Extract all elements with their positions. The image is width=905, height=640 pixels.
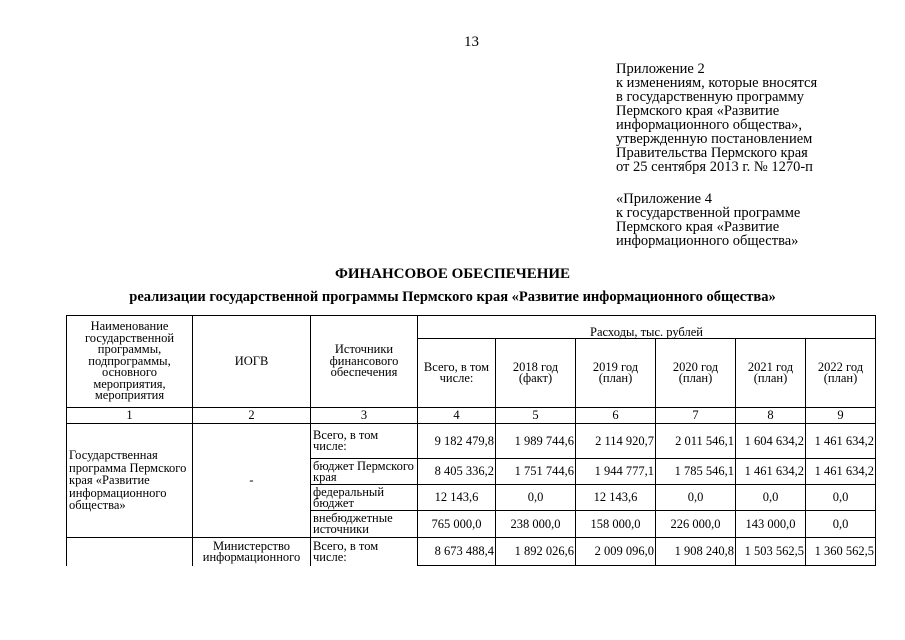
program-iogv: -: [193, 424, 311, 538]
value-2020: 1 785 546,1: [656, 459, 736, 485]
appendix-2-line: Правительства Пермского края: [616, 145, 808, 161]
value-2020: 1 908 240,8: [656, 538, 736, 566]
column-number: 8: [736, 408, 806, 424]
value-2018: 1 989 744,6: [496, 424, 576, 459]
funding-source: внебюджетные источники: [311, 511, 418, 538]
appendix-4-line: информационного общества»: [616, 233, 799, 249]
value-2022: 0,0: [806, 511, 876, 538]
header-year-2022: 2022 год (план): [806, 339, 876, 408]
value-2021: 1 461 634,2: [736, 459, 806, 485]
column-number: 9: [806, 408, 876, 424]
header-total: Всего, в том числе:: [418, 339, 496, 408]
value-2020: 2 011 546,1: [656, 424, 736, 459]
value-2018: 238 000,0: [496, 511, 576, 538]
value-2019: 1 944 777,1: [576, 459, 656, 485]
value-2019: 12 143,6: [576, 485, 656, 511]
value-2019: 2 009 096,0: [576, 538, 656, 566]
appendix-2-line: от 25 сентября 2013 г. № 1270-п: [616, 159, 813, 175]
value-2022: 1 461 634,2: [806, 424, 876, 459]
document-title: ФИНАНСОВОЕ ОБЕСПЕЧЕНИЕ: [334, 266, 571, 282]
value-2021: 143 000,0: [736, 511, 806, 538]
column-number: 4: [418, 408, 496, 424]
appendix-2-line: Пермского края «Развитие: [616, 103, 780, 119]
financing-table: [66, 315, 876, 566]
value-2020: 0,0: [656, 485, 736, 511]
appendix-4-line: к государственной программе: [616, 205, 801, 221]
value-2019: 2 114 920,7: [576, 424, 656, 459]
column-number: 7: [656, 408, 736, 424]
value-2021: 1 604 634,2: [736, 424, 806, 459]
funding-source: бюджет Пермского края: [311, 459, 418, 485]
header-year-2020: 2020 год (план): [656, 339, 736, 408]
appendix-2-line: утвержденную постановлением: [616, 131, 813, 147]
funding-source: Всего, в том числе:: [311, 424, 418, 459]
value-2022: 1 360 562,5: [806, 538, 876, 566]
value-total: 9 182 479,8: [418, 424, 496, 459]
appendix-2-line: информационного общества»,: [616, 117, 803, 133]
document-subtitle: реализации государственной программы Пермского края «Развитие информационного общества»: [129, 289, 776, 305]
column-number: 6: [576, 408, 656, 424]
value-total: 12 143,6: [418, 485, 496, 511]
value-2018: 0,0: [496, 485, 576, 511]
appendix-4-line: Пермского края «Развитие: [616, 219, 780, 235]
value-total: 8 673 488,4: [418, 538, 496, 566]
funding-source: Всего, в том числе:: [311, 538, 418, 566]
value-2022: 1 461 634,2: [806, 459, 876, 485]
value-2019: 158 000,0: [576, 511, 656, 538]
header-year-2019: 2019 год (план): [576, 339, 656, 408]
column-number: 2: [193, 408, 311, 424]
funding-source: федеральный бюджет: [311, 485, 418, 511]
column-number: 3: [311, 408, 418, 424]
column-number: 1: [67, 408, 193, 424]
column-number: 5: [496, 408, 576, 424]
header-year-2021: 2021 год (план): [736, 339, 806, 408]
header-name: Наименование государственной программы, подпрограммы, основного мероприятия, мероприятия: [67, 316, 193, 408]
program-name: Государственная программа Пермского края «Развитие информационного общества»: [67, 424, 193, 538]
appendix-4-note: [616, 192, 800, 248]
value-2018: 1 751 744,6: [496, 459, 576, 485]
value-total: 765 000,0: [418, 511, 496, 538]
value-total: 8 405 336,2: [418, 459, 496, 485]
page-number: 13: [464, 34, 479, 50]
column-number-row: [67, 408, 876, 424]
header-iogv: ИОГВ: [193, 316, 311, 408]
value-2022: 0,0: [806, 485, 876, 511]
header-expenses: Расходы, тыс. рублей: [418, 316, 876, 339]
table-row: [67, 424, 876, 459]
header-sources: Источники финансового обеспечения: [311, 316, 418, 408]
appendix-2-line: Приложение 2: [616, 61, 705, 77]
appendix-4-line: «Приложение 4: [616, 191, 712, 207]
appendix-2-line: к изменениям, которые вносятся: [616, 75, 818, 91]
ministry-iogv: Министерство информационного: [193, 538, 311, 566]
table-row: [67, 538, 876, 566]
value-2018: 1 892 026,6: [496, 538, 576, 566]
header-year-2018: 2018 год (факт): [496, 339, 576, 408]
value-2021: 0,0: [736, 485, 806, 511]
appendix-2-line: в государственную программу: [616, 89, 805, 105]
value-2020: 226 000,0: [656, 511, 736, 538]
appendix-2-note: [616, 62, 817, 174]
empty-name-cell: [67, 538, 193, 566]
value-2021: 1 503 562,5: [736, 538, 806, 566]
